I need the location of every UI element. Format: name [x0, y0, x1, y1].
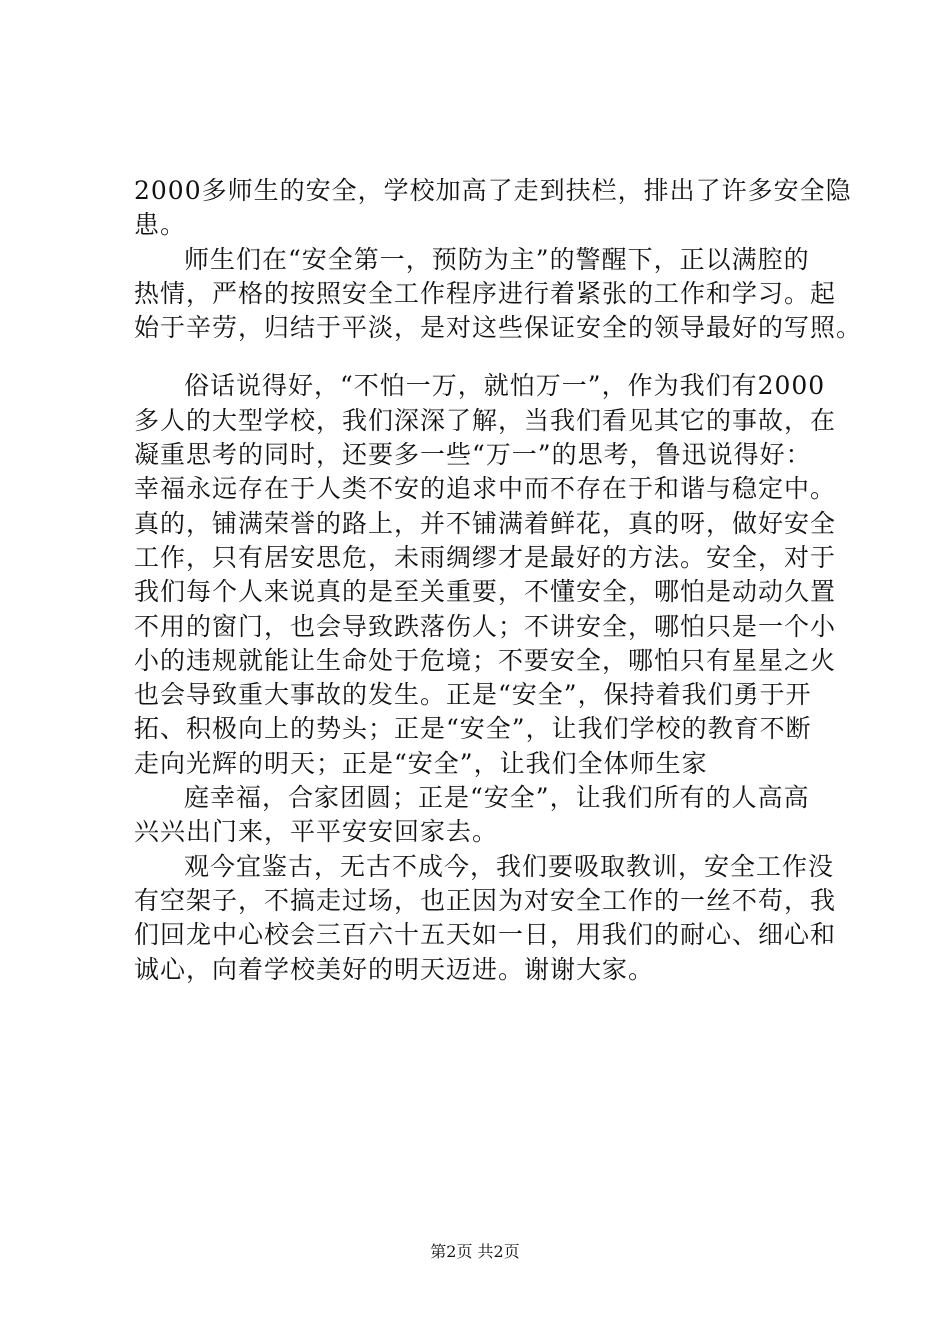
text-line: 不用的窗门，也会导致跌落伤人；不讲安全，哪怕只是一个小	[134, 611, 837, 641]
text-line: 庭幸福，合家团圆；正是“安全”，让我们所有的人高高	[184, 783, 810, 813]
text-line: 也会导致重大事故的发生。正是“安全”，保持着我们勇于开	[134, 680, 812, 710]
text-line: 多人的大型学校，我们深深了解，当我们看见其它的事故，在	[134, 405, 837, 435]
text-line: 拓、积极向上的势头；正是“安全”，让我们学校的教育不断	[134, 714, 812, 744]
text-line: 兴兴出门来，平平安安回家去。	[134, 817, 499, 847]
text-line: 俗话说得好，“不怕一万，就怕万一”，作为我们有2000	[184, 371, 826, 401]
document-body	[134, 174, 863, 987]
text-line: 有空架子，不搞走过场，也正因为对安全工作的一丝不苟，我	[134, 885, 837, 915]
text-line: 真的，铺满荣誉的路上，并不铺满着鲜花，真的呀，做好安全	[134, 508, 837, 538]
text-line: 们回龙中心校会三百六十五天如一日，用我们的耐心、细心和	[134, 920, 837, 950]
paragraph-gap	[134, 345, 834, 369]
text-line: 师生们在“安全第一，预防为主”的警醒下，正以满腔的	[184, 244, 810, 274]
text-line: 热情，严格的按照安全工作程序进行着紧张的工作和学习。起	[134, 278, 837, 308]
text-line: 工作，只有居安思危，未雨绸缪才是最好的方法。安全，对于	[134, 542, 837, 572]
text-line: 幸福永远存在于人类不安的追求中而不存在于和谐与稳定中。	[134, 474, 837, 504]
text-line: 小的违规就能让生命处于危境；不要安全，哪怕只有星星之火	[134, 645, 837, 675]
text-line: 始于辛劳，归结于平淡，是对这些保证安全的领导最好的写照。	[134, 313, 863, 343]
text-line: 我们每个人来说真的是至关重要，不懂安全，哪怕是动动久置	[134, 577, 837, 607]
text-line: 2000多师生的安全，学校加高了走到扶栏，排出了许多安全隐	[134, 176, 852, 205]
text-line: 观今宜鉴古，无古不成今，我们要吸取教训，安全工作没	[184, 851, 835, 881]
text-line: 患。	[134, 210, 187, 240]
text-line: 凝重思考的同时，还要多一些“万一”的思考，鲁迅说得好：	[134, 440, 812, 470]
page-number-footer: 第2页 共2页	[430, 1242, 520, 1261]
text-line: 走向光辉的明天；正是“安全”，让我们全体师生家	[134, 748, 708, 778]
text-line: 诚心，向着学校美好的明天迈进。谢谢大家。	[134, 954, 655, 984]
